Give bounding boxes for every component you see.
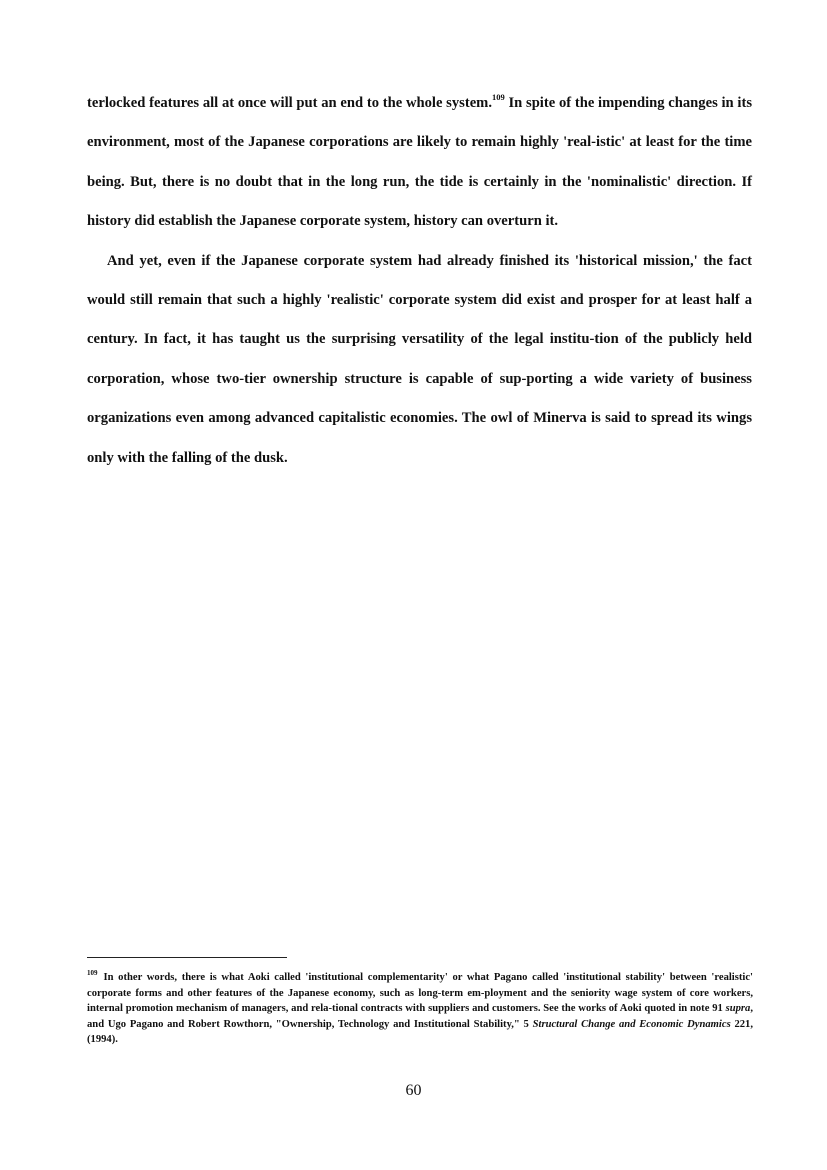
footnote	[87, 970, 753, 1048]
page-number: 60	[405, 1082, 422, 1099]
footnote-text-b: , and Ugo Pagano and Robert Rowthorn, "Ownership, Technology and Institutional Stability," 5	[87, 1003, 753, 1030]
paragraph-2: And yet, even if the Japanese corporate system had already finished its 'historical mission,' the fact would still remain that such a highly 'realistic' corporate system did exist and prosper for at least half a century. In fact, it has taught us the surprising versatility of the legal institu-tion of the publicly held corporation, whose two-tier ownership structure is capable of sup-porting a wide variety of business organizations even among advanced capitalistic economies. The owl of Minerva is said to spread its wings only with the falling of the dusk.	[87, 252, 752, 466]
footnote-supra: supra	[725, 1003, 751, 1015]
footnote-text-c: 221, (1994).	[87, 1018, 753, 1046]
body-text	[87, 84, 752, 478]
paragraph-1	[87, 84, 752, 242]
paragraph-1-text-a: terlocked features all at once will put an end to the whole system.	[87, 95, 492, 111]
footnote-number: 109	[87, 969, 98, 977]
footnote-divider	[87, 957, 287, 958]
footnote-reference[interactable]: 109	[491, 92, 505, 102]
footnote-text-a: In other words, there is what Aoki called 'institutional complementarity' or what Pagano called 'institutional stability' between 'realistic' corporate forms and other features of the Japanese economy, such as long-term em-ployment and the seniority wage system of core workers, internal promotion mechanism of managers, and rela-tional contracts with suppliers and customers. See the works of Aoki quoted in note 91	[87, 972, 753, 1015]
footnote-journal-title: Structural Change and Economic Dynamics	[532, 1018, 731, 1030]
paragraph-1-text-b: In spite of the impending changes in its environment, most of the Japanese corporations are likely to remain highly 'real-istic' at least for the time being. But, there is no doubt that in the long run, the tide is certainly in the 'nominalistic' direction. If history did establish the Japanese corporate system, history can overturn it.	[87, 95, 752, 230]
